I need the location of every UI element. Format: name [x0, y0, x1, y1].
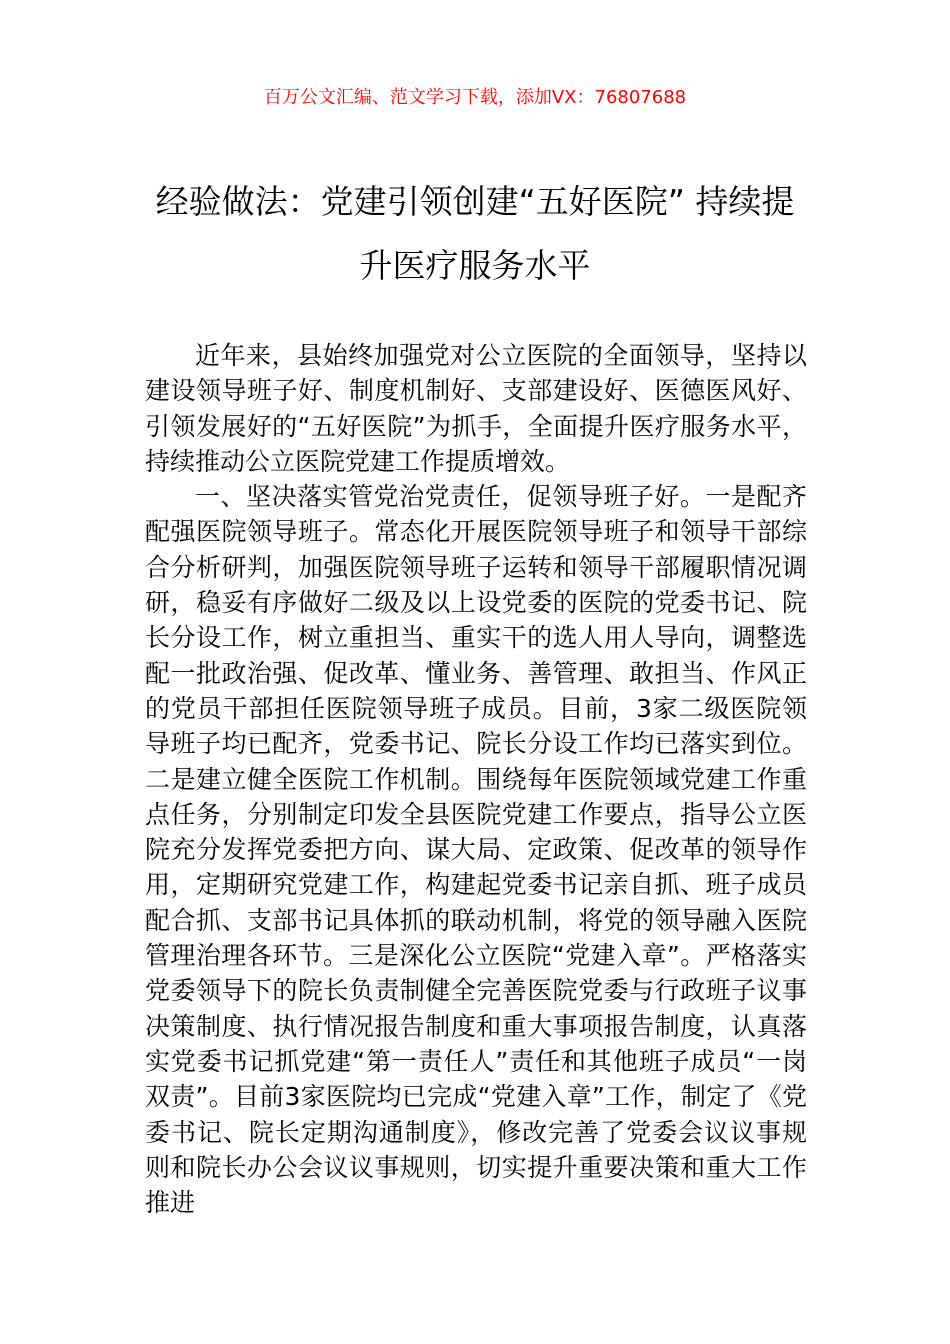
- paragraph-section-one: 一、坚决落实管党治党责任，促领导班子好。一是配齐配强医院领导班子。常态化开展医院领导班子和领导干部综合分析研判，加强医院领导班子运转和领导干部履职情况调研，稳妥有序做好二级及以上设党委的医院的党委书记、院长分设工作，树立重担当、重实干的选人用人导向，调整选配一批政治强、促改革、懂业务、善管理、敢担当、作风正的党员干部担任医院领导班子成员。目前，3家二级医院领导班子均已配齐，党委书记、院长分设工作均已落实到位。二是建立健全医院工作机制。围绕每年医院领域党建工作重点任务，分别制定印发全县医院党建工作要点，指导公立医院充分发挥党委把方向、谋大局、定政策、促改革的领导作用，定期研究党建工作，构建起党委书记亲自抓、班子成员配合抓、支部书记具体抓的联动机制，将党的领导融入医院管理治理各环节。三是深化公立医院“党建入章”。严格落实党委领导下的院长负责制健全完善医院党委与行政班子议事决策制度、执行情况报告制度和重大事项报告制度，认真落实党委书记抓党建“第一责任人”责任和其他班子成员“一岗双责”。目前3家医院均已完成“党建入章”工作，制定了《党委书记、院长定期沟通制度》，修改完善了党委会议议事规则和院长办公会议议事规则，切实提升重要决策和重大工作推进: [145, 482, 807, 1218]
- document-title: 经验做法：党建引领创建“五好医院” 持续提升医疗服务水平: [155, 182, 795, 285]
- paragraph-intro: 近年来，县始终加强党对公立医院的全面领导，坚持以建设领导班子好、制度机制好、支部建设好、医德医风好、引领发展好的“五好医院”为抓手，全面提升医疗服务水平，持续推动公立医院党建工作提质增效。: [145, 341, 807, 476]
- watermark-text: 百万公文汇编、范文学习下载，添加VX：76807688: [263, 87, 687, 108]
- document-body: [145, 338, 807, 1220]
